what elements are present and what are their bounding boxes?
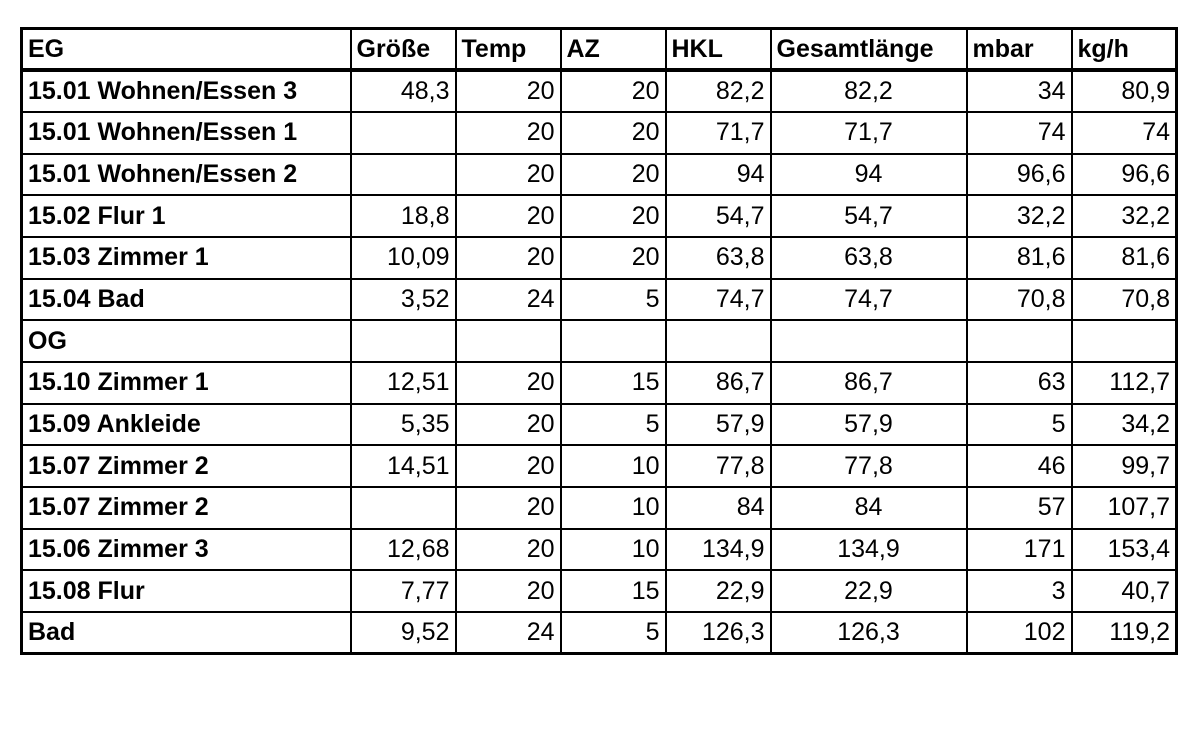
table-cell: 63,8 xyxy=(666,237,771,279)
room-label: 15.06 Zimmer 3 xyxy=(22,529,351,571)
table-cell: 3 xyxy=(967,570,1072,612)
table-cell: 99,7 xyxy=(1072,445,1177,487)
table-row xyxy=(22,237,1177,279)
table-cell: 10,09 xyxy=(351,237,456,279)
table-row xyxy=(22,320,1177,362)
table-cell xyxy=(351,320,456,362)
table-cell xyxy=(561,320,666,362)
table-cell: 107,7 xyxy=(1072,487,1177,529)
room-label: 15.01 Wohnen/Essen 2 xyxy=(22,154,351,196)
table-row xyxy=(22,529,1177,571)
table-cell: 20 xyxy=(456,70,561,112)
table-cell: 15 xyxy=(561,570,666,612)
table-cell: 80,9 xyxy=(1072,70,1177,112)
table-cell: 77,8 xyxy=(666,445,771,487)
table-cell xyxy=(351,154,456,196)
table-row xyxy=(22,362,1177,404)
table-cell: 48,3 xyxy=(351,70,456,112)
table-cell: 10 xyxy=(561,445,666,487)
table-cell: 20 xyxy=(561,70,666,112)
room-label: 15.01 Wohnen/Essen 1 xyxy=(22,112,351,154)
table-cell: 57,9 xyxy=(666,404,771,446)
table-cell: 20 xyxy=(456,362,561,404)
table-cell: 12,68 xyxy=(351,529,456,571)
table-row xyxy=(22,570,1177,612)
table-cell: 94 xyxy=(771,154,967,196)
table-row xyxy=(22,445,1177,487)
table-cell: 84 xyxy=(666,487,771,529)
table-cell: 171 xyxy=(967,529,1072,571)
table-cell: 20 xyxy=(456,570,561,612)
room-label: 15.07 Zimmer 2 xyxy=(22,445,351,487)
column-header: mbar xyxy=(967,29,1072,71)
table-cell: 20 xyxy=(561,195,666,237)
table-cell: 82,2 xyxy=(771,70,967,112)
table-body xyxy=(22,70,1177,654)
table-cell: 126,3 xyxy=(666,612,771,654)
table-cell: 57 xyxy=(967,487,1072,529)
table-row xyxy=(22,279,1177,321)
table-cell: 9,52 xyxy=(351,612,456,654)
column-header: Temp xyxy=(456,29,561,71)
table-cell: 63,8 xyxy=(771,237,967,279)
table-cell: 20 xyxy=(456,237,561,279)
header-row xyxy=(22,29,1177,71)
room-label: 15.02 Flur 1 xyxy=(22,195,351,237)
room-label: 15.10 Zimmer 1 xyxy=(22,362,351,404)
room-label: 15.09 Ankleide xyxy=(22,404,351,446)
table-cell xyxy=(771,320,967,362)
table-cell: 34 xyxy=(967,70,1072,112)
table-cell xyxy=(351,112,456,154)
table-cell: 20 xyxy=(456,195,561,237)
table-cell xyxy=(351,487,456,529)
table-cell: 14,51 xyxy=(351,445,456,487)
table-cell: 134,9 xyxy=(666,529,771,571)
table-row xyxy=(22,112,1177,154)
table-cell: 94 xyxy=(666,154,771,196)
room-label: OG xyxy=(22,320,351,362)
table-cell: 86,7 xyxy=(771,362,967,404)
table-cell: 70,8 xyxy=(967,279,1072,321)
column-header: EG xyxy=(22,29,351,71)
table-cell: 74,7 xyxy=(771,279,967,321)
column-header: Größe xyxy=(351,29,456,71)
table-cell: 24 xyxy=(456,612,561,654)
table-cell: 10 xyxy=(561,487,666,529)
table-cell: 112,7 xyxy=(1072,362,1177,404)
table-cell: 86,7 xyxy=(666,362,771,404)
table-cell: 20 xyxy=(456,487,561,529)
table-cell: 5 xyxy=(967,404,1072,446)
table-cell: 20 xyxy=(561,112,666,154)
table-cell: 74 xyxy=(1072,112,1177,154)
room-label: 15.04 Bad xyxy=(22,279,351,321)
table-cell: 5 xyxy=(561,404,666,446)
table-cell: 96,6 xyxy=(1072,154,1177,196)
table-cell xyxy=(666,320,771,362)
table-cell: 18,8 xyxy=(351,195,456,237)
table-cell: 84 xyxy=(771,487,967,529)
table-cell: 71,7 xyxy=(771,112,967,154)
table-cell: 119,2 xyxy=(1072,612,1177,654)
table-cell: 22,9 xyxy=(771,570,967,612)
table-cell: 34,2 xyxy=(1072,404,1177,446)
table-cell: 81,6 xyxy=(1072,237,1177,279)
room-label: 15.07 Zimmer 2 xyxy=(22,487,351,529)
table-cell: 20 xyxy=(456,154,561,196)
table-cell: 74,7 xyxy=(666,279,771,321)
table-header xyxy=(22,29,1177,71)
table-wrapper xyxy=(20,27,1178,655)
table-cell: 3,52 xyxy=(351,279,456,321)
table-cell: 20 xyxy=(456,529,561,571)
table-cell: 153,4 xyxy=(1072,529,1177,571)
column-header: AZ xyxy=(561,29,666,71)
table-cell: 20 xyxy=(561,237,666,279)
table-cell: 7,77 xyxy=(351,570,456,612)
table-row xyxy=(22,612,1177,654)
table-cell: 20 xyxy=(456,445,561,487)
table-cell: 20 xyxy=(456,112,561,154)
table-cell: 81,6 xyxy=(967,237,1072,279)
room-label: 15.01 Wohnen/Essen 3 xyxy=(22,70,351,112)
table-cell: 54,7 xyxy=(771,195,967,237)
table-cell: 74 xyxy=(967,112,1072,154)
table-cell: 134,9 xyxy=(771,529,967,571)
table-cell: 82,2 xyxy=(666,70,771,112)
table-cell: 5 xyxy=(561,279,666,321)
table-cell xyxy=(967,320,1072,362)
table-cell: 63 xyxy=(967,362,1072,404)
table-cell: 102 xyxy=(967,612,1072,654)
table-row xyxy=(22,195,1177,237)
table-cell: 46 xyxy=(967,445,1072,487)
table-cell: 71,7 xyxy=(666,112,771,154)
table-row xyxy=(22,404,1177,446)
table-cell: 24 xyxy=(456,279,561,321)
table-cell: 20 xyxy=(561,154,666,196)
table-cell: 70,8 xyxy=(1072,279,1177,321)
table-row xyxy=(22,487,1177,529)
room-label: 15.08 Flur xyxy=(22,570,351,612)
table-row xyxy=(22,70,1177,112)
table-cell xyxy=(1072,320,1177,362)
column-header: Gesamtlänge xyxy=(771,29,967,71)
table-cell: 20 xyxy=(456,404,561,446)
room-label: 15.03 Zimmer 1 xyxy=(22,237,351,279)
table-cell: 5,35 xyxy=(351,404,456,446)
table-cell: 77,8 xyxy=(771,445,967,487)
table-cell: 15 xyxy=(561,362,666,404)
table-cell: 22,9 xyxy=(666,570,771,612)
column-header: HKL xyxy=(666,29,771,71)
table-cell: 96,6 xyxy=(967,154,1072,196)
table-cell: 32,2 xyxy=(967,195,1072,237)
table-cell: 10 xyxy=(561,529,666,571)
table-cell: 54,7 xyxy=(666,195,771,237)
table-cell: 12,51 xyxy=(351,362,456,404)
table-cell: 5 xyxy=(561,612,666,654)
table-cell: 126,3 xyxy=(771,612,967,654)
table-cell: 57,9 xyxy=(771,404,967,446)
table-row xyxy=(22,154,1177,196)
table-cell: 40,7 xyxy=(1072,570,1177,612)
table-cell: 32,2 xyxy=(1072,195,1177,237)
table-cell xyxy=(456,320,561,362)
data-table xyxy=(20,27,1178,655)
column-header: kg/h xyxy=(1072,29,1177,71)
room-label: Bad xyxy=(22,612,351,654)
